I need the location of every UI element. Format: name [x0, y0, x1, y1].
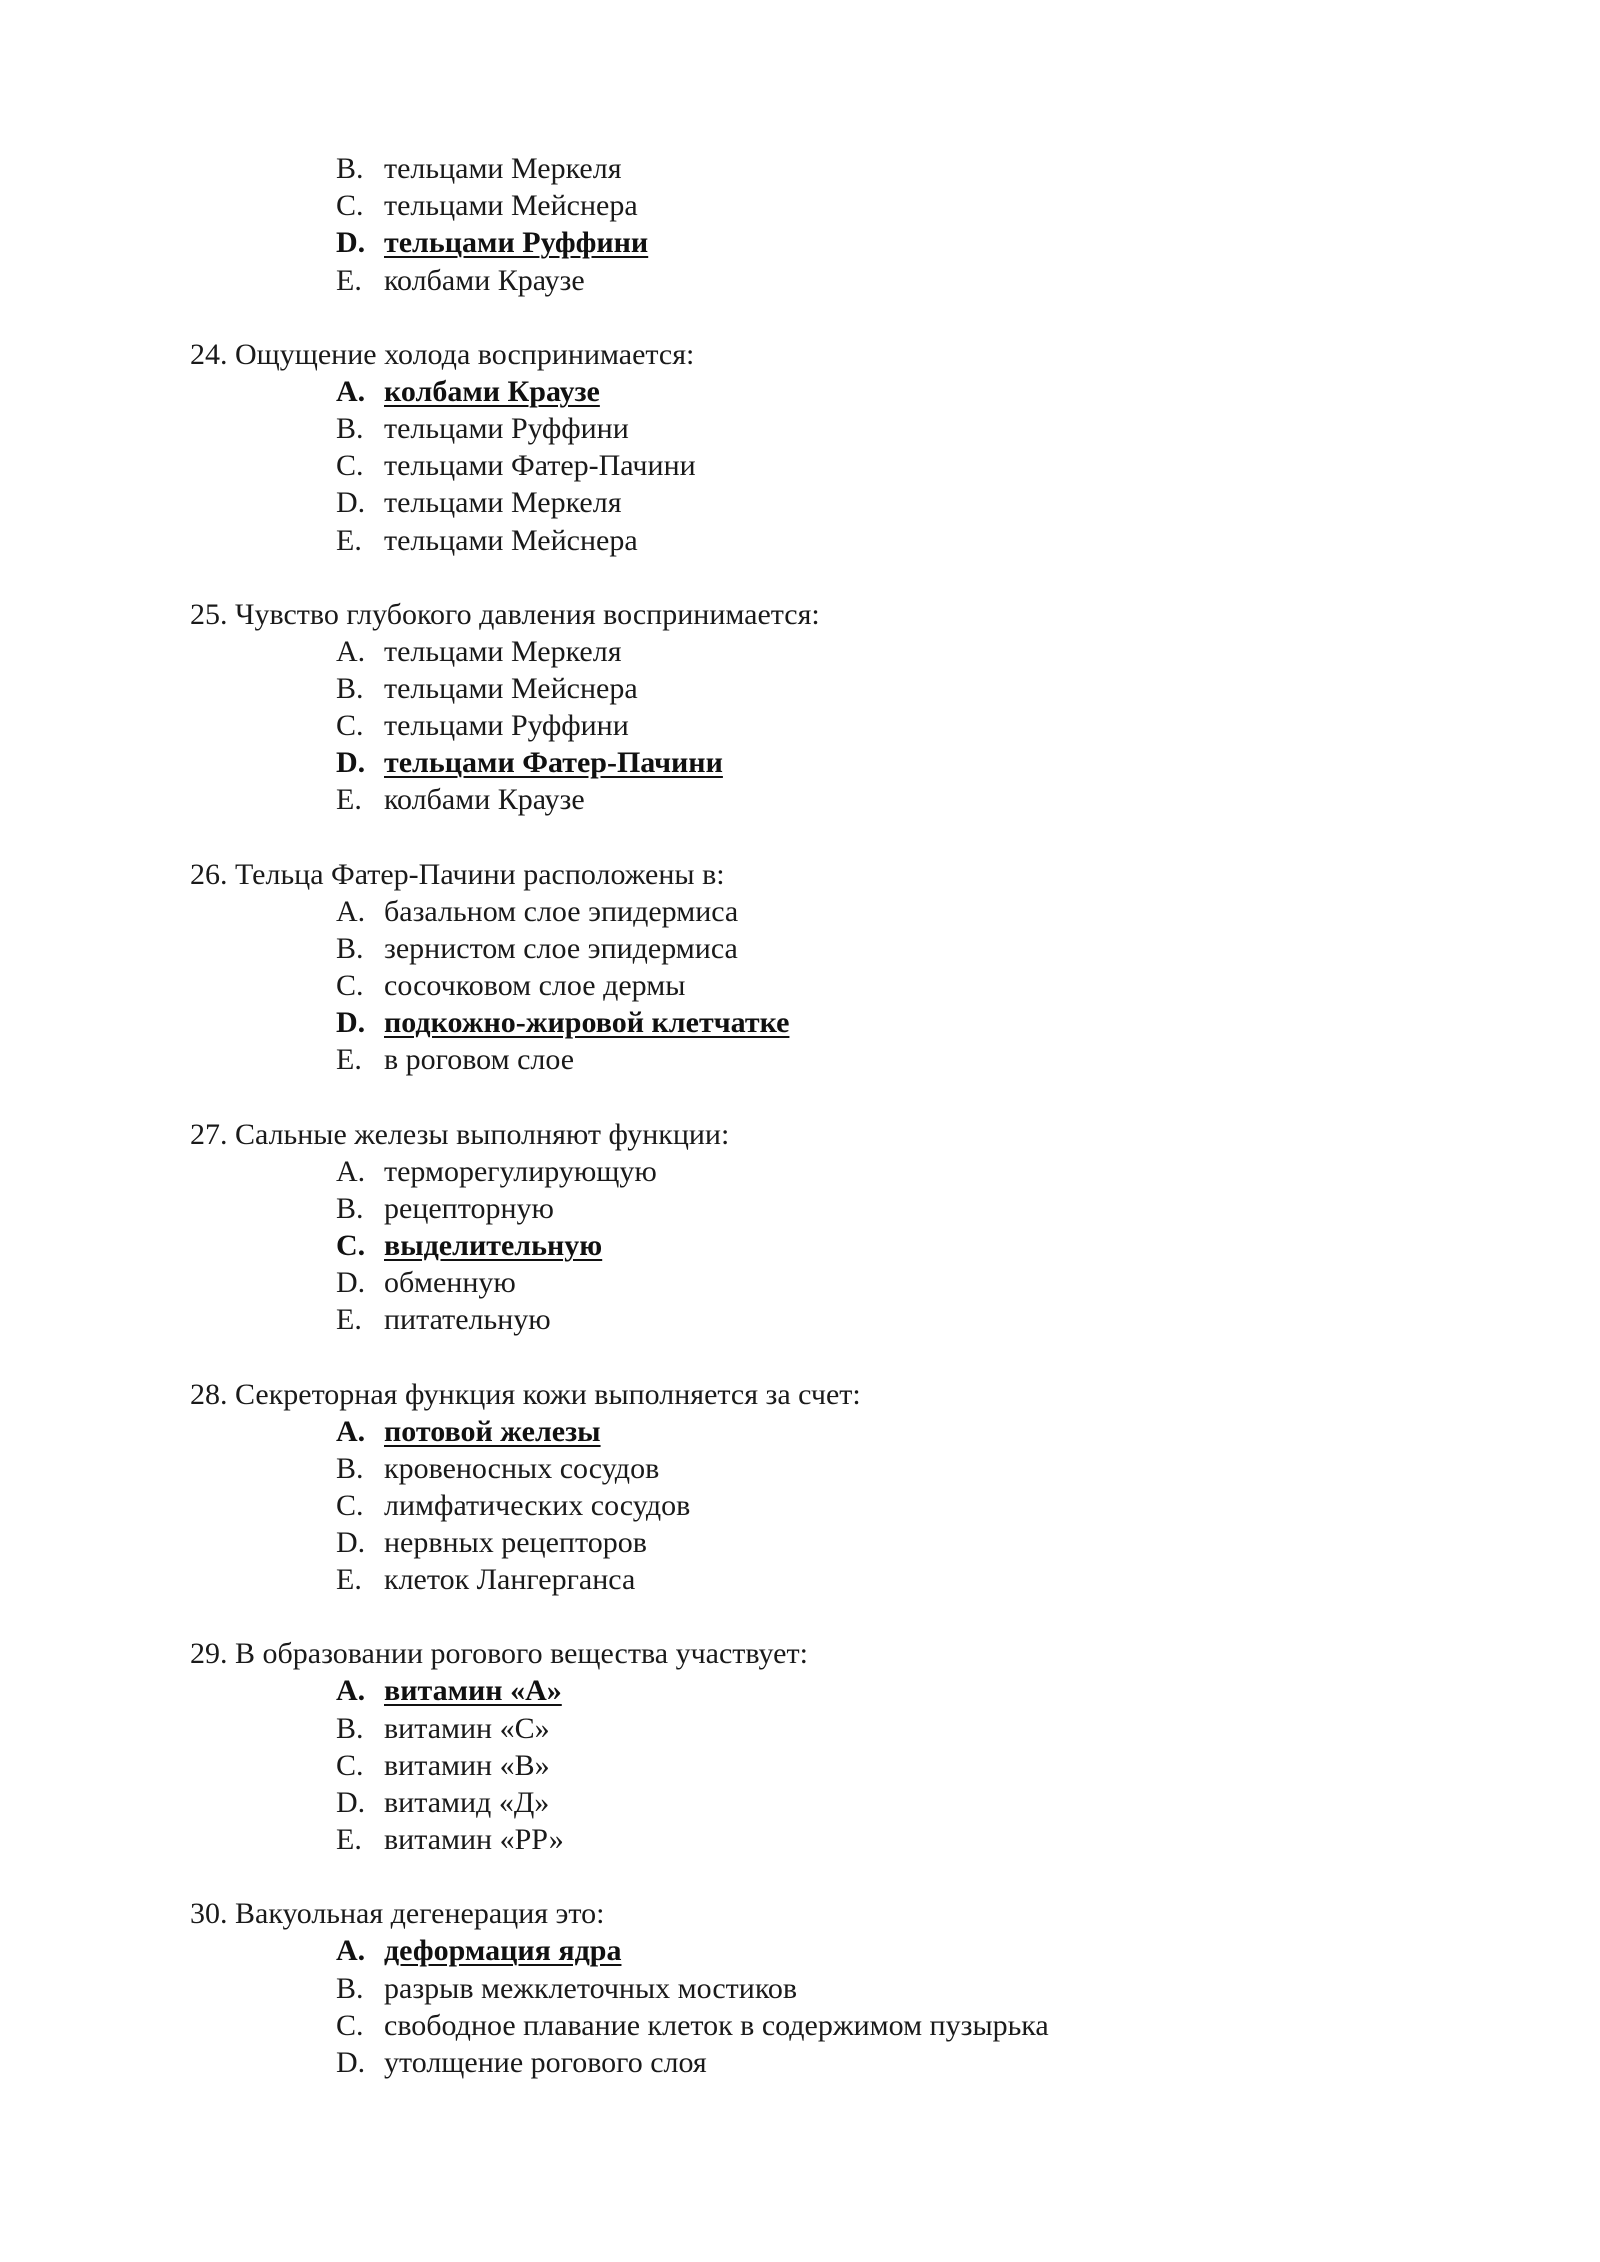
answer-option	[0, 1264, 1600, 1301]
option-letter: E.	[336, 1563, 362, 1597]
spacer	[0, 559, 1600, 596]
option-text: тельцами Мейснера	[384, 523, 638, 557]
question-continuation	[0, 150, 1600, 299]
answer-option	[0, 484, 1600, 521]
question-text: Ощущение холода воспринимается:	[235, 337, 695, 371]
option-letter: B.	[336, 411, 364, 445]
question-text: Вакуольная дегенерация это:	[235, 1897, 605, 1931]
answer-option-correct	[0, 1004, 1600, 1041]
question-heading	[0, 336, 1600, 373]
option-text: витамин «РР»	[384, 1823, 564, 1857]
question-text: Чувство глубокого давления воспринимается:	[235, 597, 820, 631]
answer-option-correct	[0, 1932, 1600, 1969]
option-text: в роговом слое	[384, 1043, 575, 1077]
option-letter: B.	[336, 1711, 364, 1745]
option-text: кровеносных сосудов	[384, 1451, 660, 1485]
option-text: колбами Краузе	[384, 263, 585, 297]
option-text: тельцами Фатер-Пачини	[384, 449, 696, 483]
answer-option	[0, 1190, 1600, 1227]
question-text: Секреторная функция кожи выполняется за счет:	[235, 1377, 861, 1411]
answer-option	[0, 1487, 1600, 1524]
question-heading	[0, 1635, 1600, 1672]
answer-option	[0, 2044, 1600, 2081]
option-letter: C.	[336, 1488, 364, 1522]
option-text: нервных рецепторов	[384, 1526, 647, 1560]
answer-option	[0, 2007, 1600, 2044]
answer-option	[0, 1747, 1600, 1784]
question-number: 30.	[190, 1897, 228, 1931]
question-block	[0, 1895, 1600, 2081]
answer-option	[0, 781, 1600, 818]
option-letter: A.	[336, 1674, 366, 1708]
question-heading	[0, 596, 1600, 633]
question-heading	[0, 1376, 1600, 1413]
question-number: 26.	[190, 857, 228, 891]
option-letter: D.	[336, 1786, 366, 1819]
answer-option	[0, 447, 1600, 484]
question-number: 29.	[190, 1637, 228, 1671]
option-text: сосочковом слое дермы	[384, 969, 686, 1002]
answer-option	[0, 1041, 1600, 1078]
option-text: обменную	[384, 1266, 516, 1300]
answer-option	[0, 1524, 1600, 1561]
option-text: разрыв межклеточных мостиков	[384, 1971, 798, 2005]
answer-option	[0, 522, 1600, 559]
option-letter: A.	[336, 1934, 366, 1968]
option-letter: C.	[336, 709, 364, 743]
question-text: Сальные железы выполняют функции:	[235, 1117, 730, 1151]
question-text: В образовании рогового вещества участвует:	[235, 1637, 808, 1671]
spacer	[0, 819, 1600, 856]
answer-option-correct	[0, 1413, 1600, 1450]
question-text: Тельца Фатер-Пачини расположены в:	[235, 857, 725, 891]
options-list	[0, 1153, 1600, 1339]
option-letter: E.	[336, 1303, 362, 1337]
options-list	[0, 1413, 1600, 1599]
option-text: питательную	[384, 1303, 551, 1337]
option-letter: D.	[336, 1006, 366, 1040]
option-letter: D.	[336, 1266, 366, 1300]
option-letter: D.	[336, 226, 366, 260]
option-text: зернистом слое эпидермиса	[384, 931, 738, 965]
answer-option	[0, 893, 1600, 930]
answer-option-correct	[0, 1672, 1600, 1709]
option-letter: E.	[336, 523, 362, 557]
option-letter: D.	[336, 746, 366, 780]
spacer	[0, 1858, 1600, 1895]
answer-option-correct	[0, 744, 1600, 781]
option-letter: B.	[336, 671, 364, 705]
answer-option	[0, 1821, 1600, 1858]
option-letter: B.	[336, 1451, 364, 1485]
answer-option	[0, 633, 1600, 670]
option-text: витамин «А»	[384, 1674, 562, 1708]
option-letter: D.	[336, 486, 366, 520]
option-letter: A.	[336, 894, 366, 928]
option-letter: C.	[336, 449, 364, 483]
question-number: 28.	[190, 1377, 228, 1411]
option-letter: E.	[336, 263, 362, 297]
question-number: 27.	[190, 1117, 228, 1151]
options-list	[0, 1672, 1600, 1858]
answer-option	[0, 1784, 1600, 1821]
option-letter: D.	[336, 2045, 366, 2079]
answer-option	[0, 1153, 1600, 1190]
option-text: колбами Краузе	[384, 374, 600, 408]
options-list	[0, 373, 1600, 559]
option-text: подкожно-жировой клетчатке	[384, 1006, 790, 1040]
options-list	[0, 1932, 1600, 2081]
option-text: витамид «Д»	[384, 1786, 550, 1819]
option-text: базальном слое эпидермиса	[384, 894, 739, 928]
question-number: 25.	[190, 597, 228, 631]
option-text: утолщение рогового слоя	[384, 2045, 707, 2079]
spacer	[0, 1598, 1600, 1635]
option-letter: B.	[336, 1191, 364, 1225]
answer-option	[0, 262, 1600, 299]
option-letter: E.	[336, 1823, 362, 1857]
options-list	[0, 633, 1600, 819]
option-text: терморегулирующую	[384, 1154, 657, 1188]
answer-option	[0, 1710, 1600, 1747]
answer-option	[0, 410, 1600, 447]
question-block	[0, 1116, 1600, 1339]
option-letter: B.	[336, 931, 364, 965]
option-letter: A.	[336, 374, 366, 408]
question-number: 24.	[190, 337, 228, 371]
option-text: тельцами Руффини	[384, 411, 629, 445]
answer-option-correct	[0, 224, 1600, 261]
option-letter: B.	[336, 152, 364, 185]
option-letter: B.	[336, 1971, 364, 2005]
option-text: выделительную	[384, 1228, 603, 1262]
option-text: тельцами Руффини	[384, 709, 629, 743]
question-heading	[0, 1116, 1600, 1153]
option-text: тельцами Меркеля	[384, 152, 622, 185]
option-text: колбами Краузе	[384, 783, 585, 817]
question-block	[0, 1376, 1600, 1599]
option-letter: C.	[336, 2008, 364, 2042]
spacer	[0, 1339, 1600, 1376]
answer-option	[0, 150, 1600, 187]
option-text: тельцами Меркеля	[384, 634, 622, 668]
option-letter: E.	[336, 783, 362, 817]
answer-option	[0, 1450, 1600, 1487]
option-text: тельцами Руффини	[384, 226, 649, 260]
option-letter: E.	[336, 1043, 362, 1077]
answer-option	[0, 1301, 1600, 1338]
options-list	[0, 893, 1600, 1079]
option-letter: C.	[336, 1228, 366, 1262]
question-block	[0, 336, 1600, 559]
option-letter: C.	[336, 189, 364, 223]
answer-option	[0, 670, 1600, 707]
option-text: витамин «С»	[384, 1711, 550, 1745]
option-letter: A.	[336, 634, 366, 668]
answer-option	[0, 930, 1600, 967]
option-text: тельцами Фатер-Пачини	[384, 746, 723, 780]
option-text: тельцами Меркеля	[384, 486, 622, 520]
question-block	[0, 856, 1600, 1079]
option-letter: C.	[336, 1748, 364, 1782]
option-text: клеток Лангерганса	[384, 1563, 636, 1597]
spacer	[0, 1079, 1600, 1116]
question-heading	[0, 1895, 1600, 1932]
answer-option	[0, 1561, 1600, 1598]
option-letter: C.	[336, 969, 364, 1002]
spacer	[0, 299, 1600, 336]
option-text: рецепторную	[384, 1191, 554, 1225]
option-text: витамин «В»	[384, 1748, 550, 1782]
option-text: свободное плавание клеток в содержимом пузырька	[384, 2008, 1049, 2042]
answer-option	[0, 1970, 1600, 2007]
question-heading	[0, 856, 1600, 893]
options-list	[0, 150, 1600, 299]
option-letter: A.	[336, 1154, 366, 1188]
question-list	[0, 150, 1600, 2081]
option-text: тельцами Мейснера	[384, 671, 638, 705]
question-block	[0, 1635, 1600, 1858]
option-text: деформация ядра	[384, 1934, 622, 1968]
answer-option-correct	[0, 1227, 1600, 1264]
answer-option	[0, 967, 1600, 1004]
option-letter: A.	[336, 1414, 366, 1448]
answer-option	[0, 187, 1600, 224]
option-text: лимфатических сосудов	[384, 1488, 691, 1522]
option-text: потовой железы	[384, 1414, 601, 1448]
answer-option	[0, 707, 1600, 744]
question-block	[0, 596, 1600, 819]
answer-option-correct	[0, 373, 1600, 410]
option-letter: D.	[336, 1526, 366, 1560]
option-text: тельцами Мейснера	[384, 189, 638, 223]
